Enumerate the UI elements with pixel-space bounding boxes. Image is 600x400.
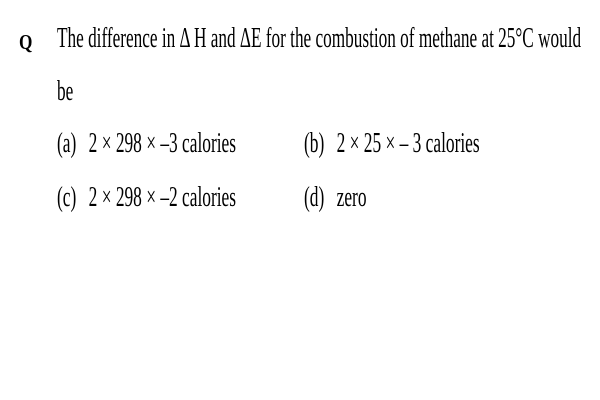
option-b xyxy=(304,127,480,161)
option-a-label: (a) xyxy=(57,128,77,159)
option-d-text: zero xyxy=(336,182,367,213)
option-c-label: (c) xyxy=(57,182,77,213)
question-label: Q xyxy=(19,30,33,54)
option-d-label: (d) xyxy=(304,182,325,213)
question-text-line-2: be xyxy=(57,76,74,107)
option-c xyxy=(57,181,236,215)
option-b-text: 2 × 25 × – 3 calories xyxy=(336,128,480,159)
option-c-text: 2 × 298 × –2 calories xyxy=(88,182,237,213)
option-a-text: 2 × 298 × –3 calories xyxy=(88,128,237,159)
option-b-label: (b) xyxy=(304,128,325,159)
question-text-line-1: The difference in Δ H and ΔE for the combustion of methane at 25°C would xyxy=(57,23,582,54)
option-d xyxy=(304,181,367,215)
option-a xyxy=(57,127,236,161)
